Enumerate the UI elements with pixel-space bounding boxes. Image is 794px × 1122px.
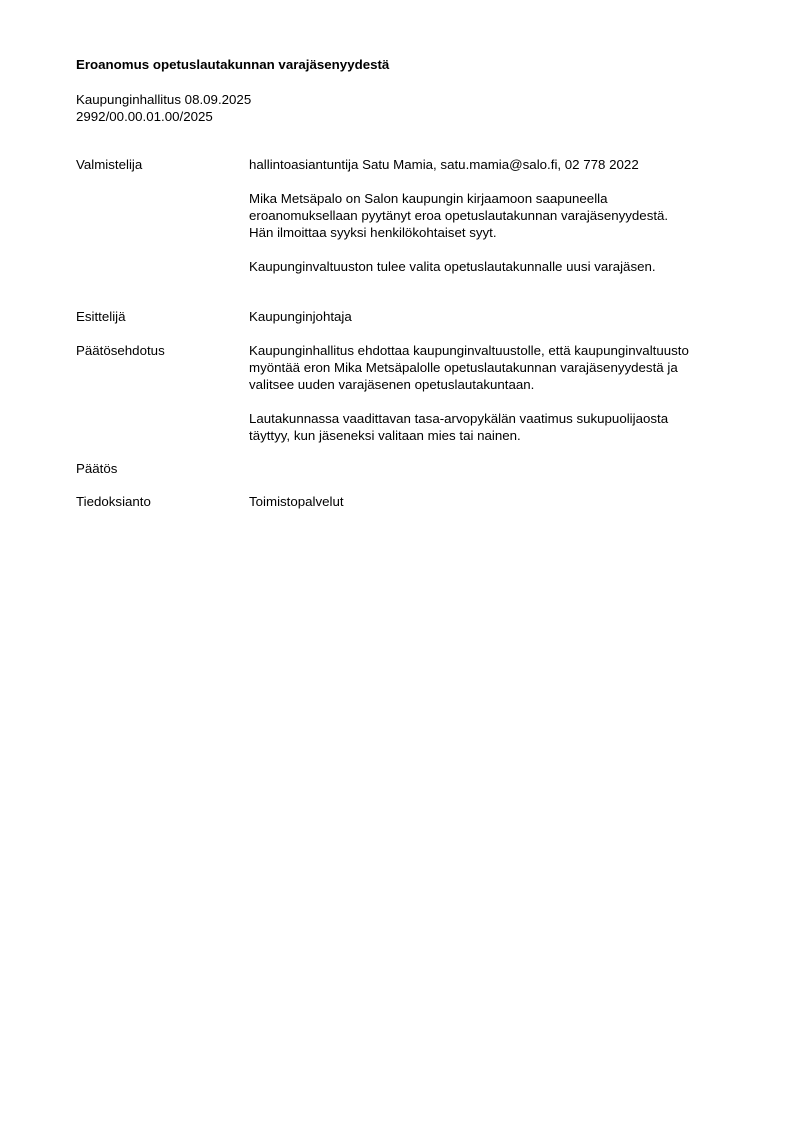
section-tiedoksianto [76, 493, 736, 510]
label-paatos: Päätös [76, 461, 118, 476]
label-valmistelija: Valmistelija [76, 157, 143, 172]
paatosehdotus-p1-line-1: Kaupunginhallitus ehdottaa kaupunginvaltuustolle, että kaupunginvaltuusto [249, 343, 689, 358]
meeting-info: Kaupunginhallitus 08.09.2025 [76, 92, 252, 107]
paatosehdotus-p1-line-3: valitsee uuden varajäsenen opetuslautakuntaan. [249, 377, 535, 392]
content-esittelija [249, 308, 736, 325]
content-valmistelija [249, 156, 736, 275]
valmistelija-p1-line-3: Hän ilmoittaa syyksi henkilökohtaiset syyt. [249, 225, 497, 240]
content-tiedoksianto [249, 493, 736, 510]
valmistelija-p1-line-1: Mika Metsäpalo on Salon kaupungin kirjaamoon saapuneella [249, 191, 608, 206]
valmistelija-paragraph-2: Kaupunginvaltuuston tulee valita opetuslautakunnalle uusi varajäsen. [249, 259, 656, 274]
label-paatosehdotus: Päätösehdotus [76, 343, 165, 358]
paatosehdotus-p2-line-2: täyttyy, kun jäseneksi valitaan mies tai nainen. [249, 428, 521, 443]
label-tiedoksianto: Tiedoksianto [76, 494, 151, 509]
paatosehdotus-p2-line-1: Lautakunnassa vaadittavan tasa-arvopykälän vaatimus sukupuolijaosta [249, 411, 669, 426]
valmistelija-p1-line-2: eroanomuksellaan pyytänyt eroa opetuslautakunnan varajäsenyydestä. [249, 208, 669, 223]
section-valmistelija [76, 156, 736, 275]
content-paatosehdotus [249, 342, 736, 444]
record-number: 2992/00.00.01.00/2025 [76, 109, 213, 124]
preparer-info: hallintoasiantuntija Satu Mamia, satu.mamia@salo.fi, 02 778 2022 [249, 157, 639, 172]
document-meta [76, 91, 736, 125]
tiedoksianto-value: Toimistopalvelut [249, 494, 344, 509]
document-title: Eroanomus opetuslautakunnan varajäsenyydestä [76, 57, 390, 72]
section-paatos [76, 460, 736, 477]
paatosehdotus-paragraph-1 [249, 342, 736, 393]
section-esittelija [76, 308, 736, 325]
valmistelija-paragraph-1 [249, 190, 736, 241]
label-esittelija: Esittelijä [76, 309, 126, 324]
section-paatosehdotus [76, 342, 736, 444]
paatosehdotus-p1-line-2: myöntää eron Mika Metsäpalolle opetuslautakunnan varajäsenyydestä ja [249, 360, 678, 375]
paatosehdotus-paragraph-2 [249, 410, 736, 444]
document-page [76, 56, 736, 510]
esittelija-value: Kaupunginjohtaja [249, 309, 352, 324]
